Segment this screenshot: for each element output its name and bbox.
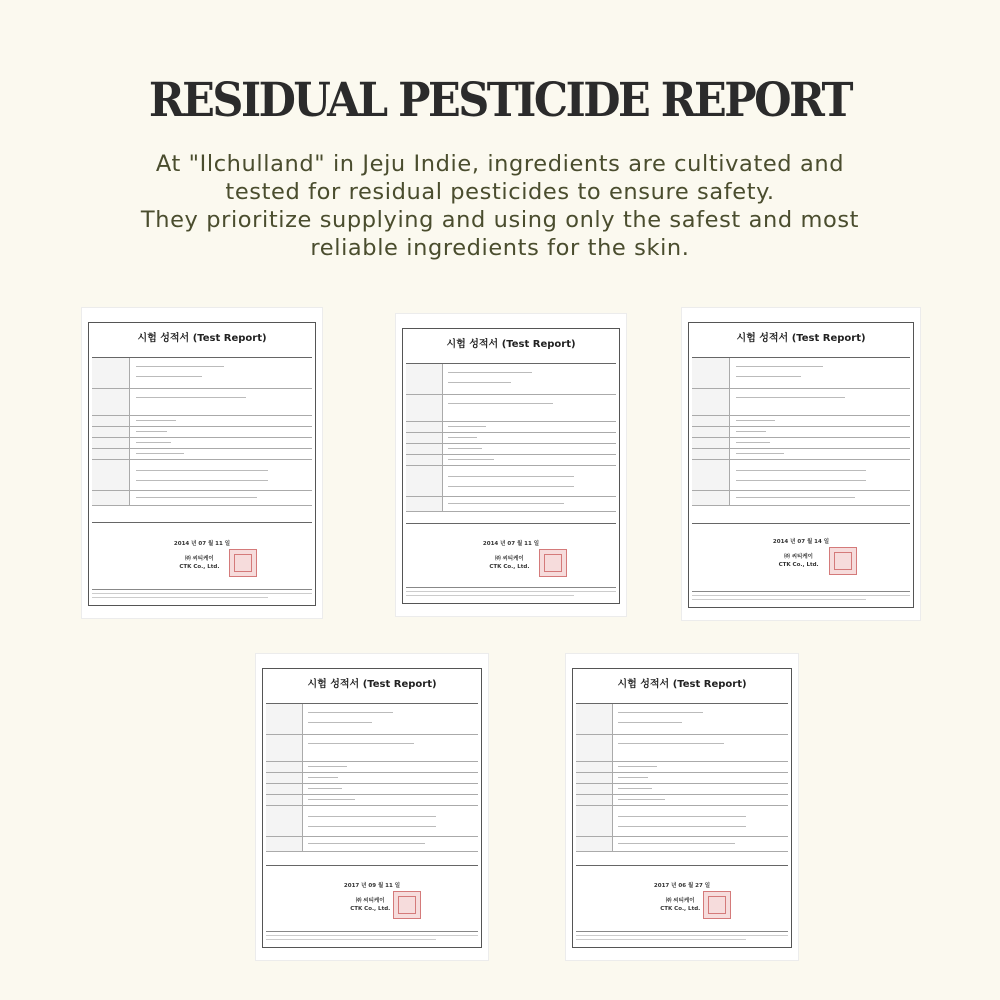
- report-company: [489, 555, 529, 571]
- report-date: 2014 년 07 월 14 일: [772, 539, 830, 545]
- intro-line: They prioritize supplying and using only the safest and most: [140, 207, 860, 233]
- report-title: 시험 성적서 (Test Report): [617, 679, 747, 690]
- company-name-en: CTK Co., Ltd.: [660, 906, 701, 912]
- intro-line: tested for residual pesticides to ensure safety.: [225, 179, 775, 205]
- report-frame: [572, 668, 792, 948]
- report-date: 2014 년 07 월 11 일: [173, 541, 231, 547]
- company-name-kr: ㈜ 씨티케이: [495, 556, 524, 562]
- report-footnote: [692, 591, 910, 602]
- report-title: 시험 성적서 (Test Report): [137, 333, 267, 344]
- seal-stamp: [829, 547, 857, 575]
- report-frame: [262, 668, 482, 948]
- report-table: [406, 363, 616, 524]
- intro-line: At "Ilchulland" in Jeju Indie, ingredients are cultivated and: [155, 151, 845, 177]
- report-company: [779, 553, 819, 569]
- report-date: 2017 년 06 월 27 일: [653, 883, 711, 889]
- seal-stamp: [703, 891, 731, 919]
- test-report-image-2: [396, 314, 626, 616]
- report-title: 시험 성적서 (Test Report): [446, 339, 576, 350]
- report-footnote: [266, 931, 478, 942]
- report-title: 시험 성적서 (Test Report): [736, 333, 866, 344]
- test-report-image-1: [82, 308, 322, 618]
- report-footnote: [576, 931, 788, 942]
- report-frame: [88, 322, 316, 606]
- report-frame: [688, 322, 914, 608]
- report-table: [692, 357, 910, 524]
- company-name-kr: ㈜ 씨티케이: [784, 554, 813, 560]
- test-report-image-4: [256, 654, 488, 960]
- company-name-kr: ㈜ 씨티케이: [185, 556, 214, 562]
- report-frame: [402, 328, 620, 604]
- report-footnote: [92, 589, 312, 600]
- report-date: 2014 년 07 월 11 일: [482, 541, 540, 547]
- company-name-en: CTK Co., Ltd.: [350, 906, 391, 912]
- company-name-en: CTK Co., Ltd.: [489, 564, 530, 570]
- test-report-image-5: [566, 654, 798, 960]
- intro-text: [100, 150, 900, 262]
- report-table: [266, 703, 478, 866]
- report-company: [179, 555, 219, 571]
- company-name-kr: ㈜ 씨티케이: [665, 898, 695, 904]
- seal-stamp: [229, 549, 257, 577]
- company-name-en: CTK Co., Ltd.: [778, 562, 819, 568]
- report-table: [92, 357, 312, 523]
- report-date: 2017 년 09 월 11 일: [343, 883, 401, 889]
- page-title: RESIDUAL PESTICIDE REPORT: [148, 74, 852, 128]
- intro-line: reliable ingredients for the skin.: [310, 235, 690, 261]
- report-title: 시험 성적서 (Test Report): [307, 679, 437, 690]
- report-company: [660, 897, 700, 913]
- seal-stamp: [393, 891, 421, 919]
- test-report-image-3: [682, 308, 920, 620]
- report-table: [576, 703, 788, 866]
- company-name-en: CTK Co., Ltd.: [179, 564, 220, 570]
- report-footnote: [406, 587, 616, 598]
- report-company: [350, 897, 390, 913]
- seal-stamp: [539, 549, 567, 577]
- company-name-kr: ㈜ 씨티케이: [355, 898, 385, 904]
